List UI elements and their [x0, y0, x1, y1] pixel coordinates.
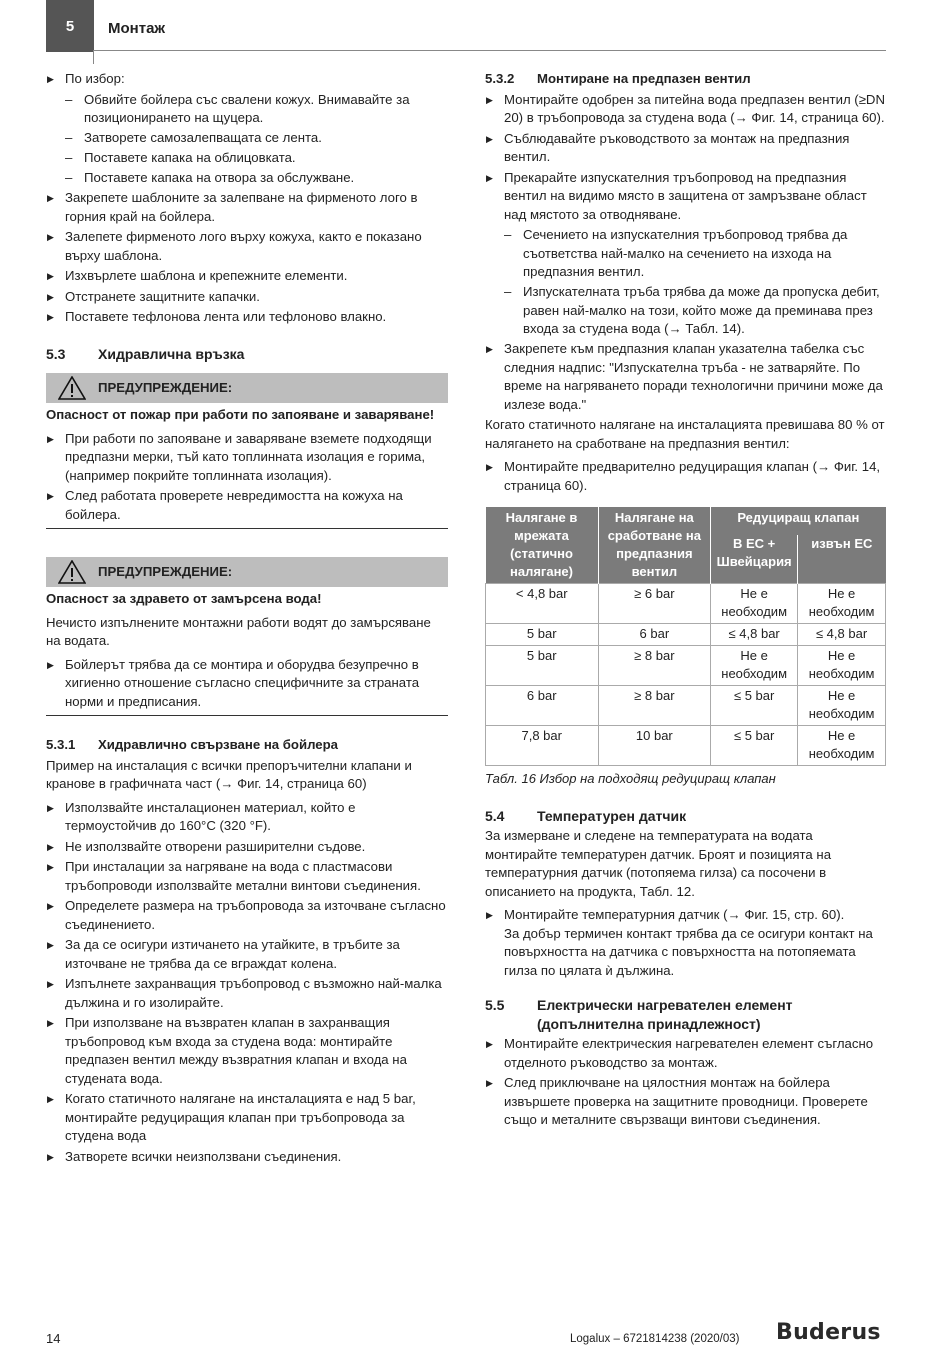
sensor-note: За добър термичен контакт трябва да се осигури контакт на повърхността на датчика с повърхността на потопяемата гилза по цялата ѝ дължина.: [504, 925, 873, 978]
warning-label: ПРЕДУПРЕЖДЕНИЕ:: [98, 564, 233, 579]
warning-end-rule: [46, 715, 448, 716]
step-item: ▶ Изхвърлете шаблона и крепежните елементи.: [46, 267, 448, 286]
valve-subitem: – Изпускателната тръба трябва да може да пропуска дебит, равен най-малко на този, който може да преминава през входа за студена вода (→ Табл. 14).: [485, 283, 886, 339]
th-reducer-valve: Редуциращ клапан: [711, 507, 886, 535]
warning-text: Нечисто изпълнените монтажни работи водят до замърсяване на водата.: [46, 614, 431, 648]
warning-triangle-icon: [58, 560, 86, 584]
warning-subtitle: Опасност за здравето от замърсена вода!: [46, 591, 322, 606]
table-cell: ≤ 5 bar: [711, 686, 798, 726]
table-cell: ≤ 4,8 bar: [798, 624, 886, 646]
right-column: [485, 70, 886, 1132]
optional-item: – Затворете самозалепващата се лента.: [46, 129, 448, 148]
valve-item: ▶ Съблюдавайте ръководството за монтаж на предпазния вентил.: [485, 130, 886, 167]
optional-heading: ▶ По избор:: [46, 70, 448, 89]
section-title: [537, 996, 793, 1033]
table-caption: Табл. 16 Избор на подходящ редуциращ клапан: [485, 771, 776, 786]
install-item: ▶ При инсталации за нагряване на вода с пластмасови тръбопроводи използвайте метални винтови съединения.: [46, 858, 448, 895]
section-5-3-1-heading: [46, 736, 448, 755]
valve-item: ▶ Монтирайте предварително редуциращия клапан (→ Фиг. 14, страница 60).: [485, 458, 886, 495]
header-rule: [94, 50, 886, 51]
install-item: ▶ Определете размера на тръбопровода за източване съгласно съединението.: [46, 897, 448, 934]
table-cell: 6 bar: [598, 624, 711, 646]
left-column: [46, 70, 448, 1168]
table-cell: Не е необходим: [798, 726, 886, 766]
th-non-eu: извън ЕС: [798, 535, 886, 584]
table-cell: 5 bar: [486, 624, 599, 646]
warning-banner-health: [46, 557, 448, 587]
section-number: 5.3.1: [46, 737, 76, 752]
warning-label: ПРЕДУПРЕЖДЕНИЕ:: [98, 380, 233, 395]
valve-item: ▶ Прекарайте изпускателния тръбопровод на предпазния вентил на видимо място в защитена от замръзване област над мястото за отводняване.: [485, 169, 886, 225]
warning-banner-fire: [46, 373, 448, 403]
install-item: ▶ Когато статичното налягане на инсталацията е над 5 bar, монтирайте редуциращия клапан при тръбопровода за студена вода: [46, 1090, 448, 1146]
install-item: ▶ За да се осигури изтичането на утайките, в тръбите за източване не трябва да се вграждат колена.: [46, 936, 448, 973]
section-title: Монтиране на предпазен вентил: [537, 71, 751, 86]
section-number: 5.3.2: [485, 71, 515, 86]
table-cell: Не е необходим: [798, 686, 886, 726]
th-trigger-pressure: Налягане на сработване на предпазния вентил: [598, 507, 711, 584]
valve-item: ▶ Монтирайте одобрен за питейна вода предпазен вентил (≥DN 20) в тръбопровода за студена вода (→ Фиг. 14, страница 60).: [485, 91, 886, 128]
optional-item: – Обвийте бойлера със свалени кожух. Внимавайте за позиционирането на щуцера.: [46, 91, 448, 128]
step-item: ▶ Отстранете защитните капачки.: [46, 288, 448, 307]
sensor-item: ▶ Монтирайте температурния датчик (→ Фиг. 15, стр. 60).: [485, 906, 886, 925]
section-5-3-2-heading: [485, 70, 886, 89]
step-item: ▶ Залепете фирменото лого върху кожуха, както е показано върху шаблона.: [46, 228, 448, 265]
table-row: [486, 624, 886, 646]
table-cell: Не е необходим: [798, 646, 886, 686]
table-cell: < 4,8 bar: [486, 584, 599, 624]
table-cell: 5 bar: [486, 646, 599, 686]
buderus-logo: Buderus: [776, 1320, 881, 1345]
section-number: 5.3: [46, 345, 66, 362]
valve-paragraph: Когато статичното налягане на инсталацията превишава 80 % от налягането на сработване на предпазния вентил:: [485, 417, 885, 451]
section-intro: Пример на инсталация с всички препоръчителни клапани и кранове в графичната част (→ Фиг. 14, страница 60): [46, 757, 412, 791]
reducer-valve-table: [485, 507, 886, 766]
table-cell: ≤ 4,8 bar: [711, 624, 798, 646]
section-title: Температурен датчик: [537, 807, 687, 824]
table-row: [486, 686, 886, 726]
heater-item: ▶ След приключване на цялостния монтаж на бойлера извършете проверка на защитните проводници. Проверете също и металните свързващи винтови съединения.: [485, 1074, 886, 1130]
section-number: 5.5: [485, 997, 505, 1013]
step-item: ▶ Закрепете шаблоните за залепване на фирменото лого в горния край на бойлера.: [46, 189, 448, 226]
valve-item: ▶ Закрепете към предпазния клапан указателна табелка със следния надпис: "Изпускателна тръба - не затваряйте. По време на нагряването поради технологични причини може да излезе вода.": [485, 340, 886, 414]
table-cell: ≥ 6 bar: [598, 584, 711, 624]
section-title-line: Електрически нагревателен елемент: [537, 997, 793, 1013]
section-number: 5.4: [485, 807, 505, 824]
section-5-5-heading: [485, 996, 886, 1033]
table-cell: Не е необходим: [711, 584, 798, 624]
table-cell: 7,8 bar: [486, 726, 599, 766]
sensor-text: За измерване и следене на температурата на водата монтирайте температурен датчик. Броят и позицията на температурния датчик (потопяема гилза) са посочени в описанието на продукта, Табл. 12.: [485, 828, 832, 899]
install-item: ▶ Изпълнете захранващия тръбопровод с възможно най-малка дължина и го изолирайте.: [46, 975, 448, 1012]
install-item: ▶ Затворете всички неизползвани съединения.: [46, 1148, 448, 1167]
page-number: 14: [46, 1331, 61, 1346]
warning-item: ▶ При работи по запояване и заваряване вземете подходящи предпазни мерки, тъй като топлинната изолация е горима, (например покрийте топлинната изолация).: [46, 430, 448, 486]
install-item: ▶ Не използвайте отворени разширителни съдове.: [46, 838, 448, 857]
section-title-line: (допълнителна принадлежност): [537, 1015, 761, 1032]
section-title: Хидравлична връзка: [98, 345, 245, 362]
header-tab-stub: [93, 50, 94, 64]
warning-item: ▶ След работата проверете невредимостта на кожуха на бойлера.: [46, 487, 448, 524]
install-item: ▶ При използване на възвратен клапан в захранващия тръбопровод към входа за студена вода: монтирайте предпазен вентил между възвратния клапан и входа на студената вода.: [46, 1014, 448, 1088]
step-item: ▶ Поставете тефлонова лента или тефлоново влакно.: [46, 308, 448, 327]
table-row: [486, 584, 886, 624]
valve-subitem: – Сечението на изпускателния тръбопровод трябва да съответства най-малко на сечението на изхода на предпазния вентил.: [485, 226, 886, 282]
table-cell: Не е необходим: [798, 584, 886, 624]
th-eu: В ЕС + Швейцария: [711, 535, 798, 584]
table-cell: Не е необходим: [711, 646, 798, 686]
warning-item: ▶ Бойлерът трябва да се монтира и оборудва безупречно в хигиенно отношение съгласно специфичните за страната норми и предписания.: [46, 656, 448, 712]
table-row: [486, 646, 886, 686]
table-cell: 10 bar: [598, 726, 711, 766]
table-cell: 6 bar: [486, 686, 599, 726]
optional-item: – Поставете капака на облицовката.: [46, 149, 448, 168]
section-5-4-heading: [485, 807, 886, 826]
document-reference: Logalux – 6721814238 (2020/03): [570, 1333, 740, 1345]
section-5-3-heading: [46, 345, 448, 364]
table-cell: ≤ 5 bar: [711, 726, 798, 766]
table-cell: ≥ 8 bar: [598, 646, 711, 686]
heater-item: ▶ Монтирайте електрическия нагревателен елемент съгласно отделното ръководство за монтаж.: [485, 1035, 886, 1072]
warning-triangle-icon: [58, 376, 86, 400]
table-row: [486, 726, 886, 766]
optional-item: – Поставете капака на отвора за обслужване.: [46, 169, 448, 188]
table-cell: ≥ 8 bar: [598, 686, 711, 726]
section-title: Хидравлично свързване на бойлера: [98, 737, 339, 752]
chapter-title: Монтаж: [108, 20, 166, 37]
warning-subtitle: Опасност от пожар при работи по запояване и заваряване!: [46, 407, 435, 422]
install-item: ▶ Използвайте инсталационен материал, който е термоустойчив до 160°C (320 °F).: [46, 799, 448, 836]
th-network-pressure: Налягане в мрежата (статично налягане): [486, 507, 599, 584]
chapter-number-tab: 5: [46, 0, 94, 52]
